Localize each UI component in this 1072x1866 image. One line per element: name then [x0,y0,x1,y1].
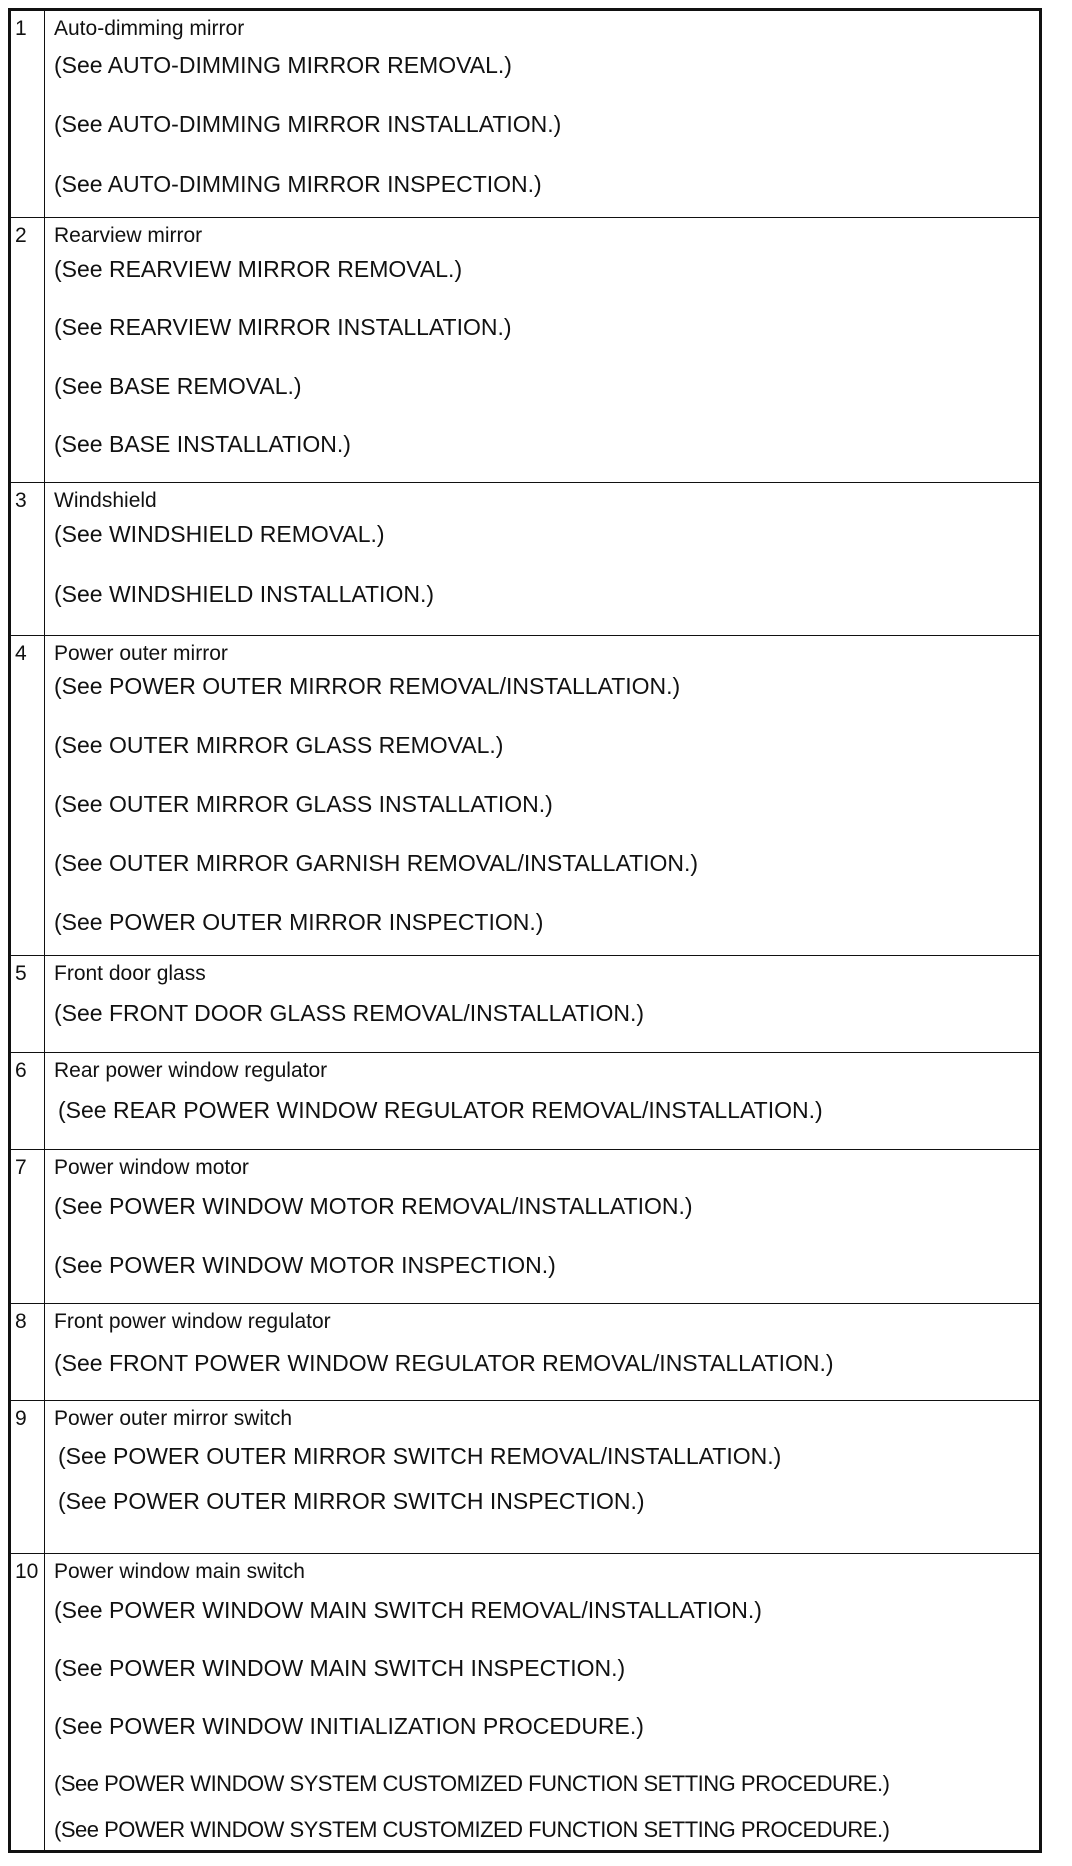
reference-link[interactable]: (See AUTO-DIMMING MIRROR REMOVAL.) [54,52,512,78]
reference-link[interactable]: (See FRONT DOOR GLASS REMOVAL/INSTALLATION.) [54,1000,645,1026]
reference-link[interactable]: (See REARVIEW MIRROR INSTALLATION.) [54,314,512,340]
reference-link[interactable]: (See AUTO-DIMMING MIRROR INSTALLATION.) [54,111,562,137]
reference-link[interactable]: (See REAR POWER WINDOW REGULATOR REMOVAL/INSTALLATION.) [58,1097,823,1123]
reference-link[interactable]: (See POWER WINDOW MOTOR INSPECTION.) [54,1252,556,1278]
reference-link[interactable]: (See WINDSHIELD INSTALLATION.) [54,581,434,607]
reference-link[interactable]: (See OUTER MIRROR GARNISH REMOVAL/INSTALLATION.) [54,850,699,876]
table-row [11,483,1039,636]
table-row [11,1053,1039,1150]
row-number: 4 [15,642,27,665]
row-number: 10 [15,1560,39,1583]
reference-link[interactable]: (See POWER WINDOW SYSTEM CUSTOMIZED FUNCTION SETTING PROCEDURE.) [54,1817,890,1842]
row-number: 7 [15,1156,27,1179]
row-title: Front door glass [54,962,206,985]
row-number: 9 [15,1407,27,1430]
row-title: Power outer mirror switch [54,1407,293,1430]
row-number: 6 [15,1059,27,1082]
table-row [11,1554,1039,1850]
reference-link[interactable]: (See POWER WINDOW SYSTEM CUSTOMIZED FUNCTION SETTING PROCEDURE.) [54,1771,890,1796]
reference-link[interactable]: (See POWER OUTER MIRROR INSPECTION.) [54,909,544,935]
row-title: Rear power window regulator [54,1059,328,1082]
table-row [11,11,1039,218]
row-title: Power window motor [54,1156,249,1179]
row-number: 3 [15,489,27,512]
reference-link[interactable]: (See FRONT POWER WINDOW REGULATOR REMOVAL/INSTALLATION.) [54,1350,834,1376]
table-row [11,1401,1039,1554]
row-title: Front power window regulator [54,1310,331,1333]
reference-link[interactable]: (See REARVIEW MIRROR REMOVAL.) [54,256,463,282]
reference-link[interactable]: (See WINDSHIELD REMOVAL.) [54,521,385,547]
row-title: Power window main switch [54,1560,305,1583]
reference-link[interactable]: (See POWER OUTER MIRROR REMOVAL/INSTALLATION.) [54,673,681,699]
table-row [11,218,1039,483]
reference-link[interactable]: (See BASE REMOVAL.) [54,373,302,399]
row-number: 2 [15,224,27,247]
reference-link[interactable]: (See BASE INSTALLATION.) [54,431,351,457]
parts-reference-table [8,8,1042,1853]
row-number: 5 [15,962,27,985]
reference-link[interactable]: (See POWER WINDOW MAIN SWITCH INSPECTION.) [54,1655,626,1681]
reference-link[interactable]: (See POWER OUTER MIRROR SWITCH INSPECTION.) [58,1488,645,1514]
table-row [11,1304,1039,1401]
reference-link[interactable]: (See POWER WINDOW MAIN SWITCH REMOVAL/INSTALLATION.) [54,1597,762,1623]
row-title: Windshield [54,489,157,512]
reference-link[interactable]: (See POWER WINDOW INITIALIZATION PROCEDURE.) [54,1713,644,1739]
reference-link[interactable]: (See OUTER MIRROR GLASS REMOVAL.) [54,732,504,758]
reference-link[interactable]: (See AUTO-DIMMING MIRROR INSPECTION.) [54,171,542,197]
table-row [11,636,1039,956]
row-number: 8 [15,1310,27,1333]
reference-link[interactable]: (See OUTER MIRROR GLASS INSTALLATION.) [54,791,553,817]
table-row [11,956,1039,1053]
row-title: Auto-dimming mirror [54,17,245,40]
row-title: Power outer mirror [54,642,228,665]
reference-link[interactable]: (See POWER WINDOW MOTOR REMOVAL/INSTALLATION.) [54,1193,693,1219]
row-number: 1 [15,17,27,40]
table-row [11,1150,1039,1304]
reference-link[interactable]: (See POWER OUTER MIRROR SWITCH REMOVAL/INSTALLATION.) [58,1443,782,1469]
row-title: Rearview mirror [54,224,203,247]
